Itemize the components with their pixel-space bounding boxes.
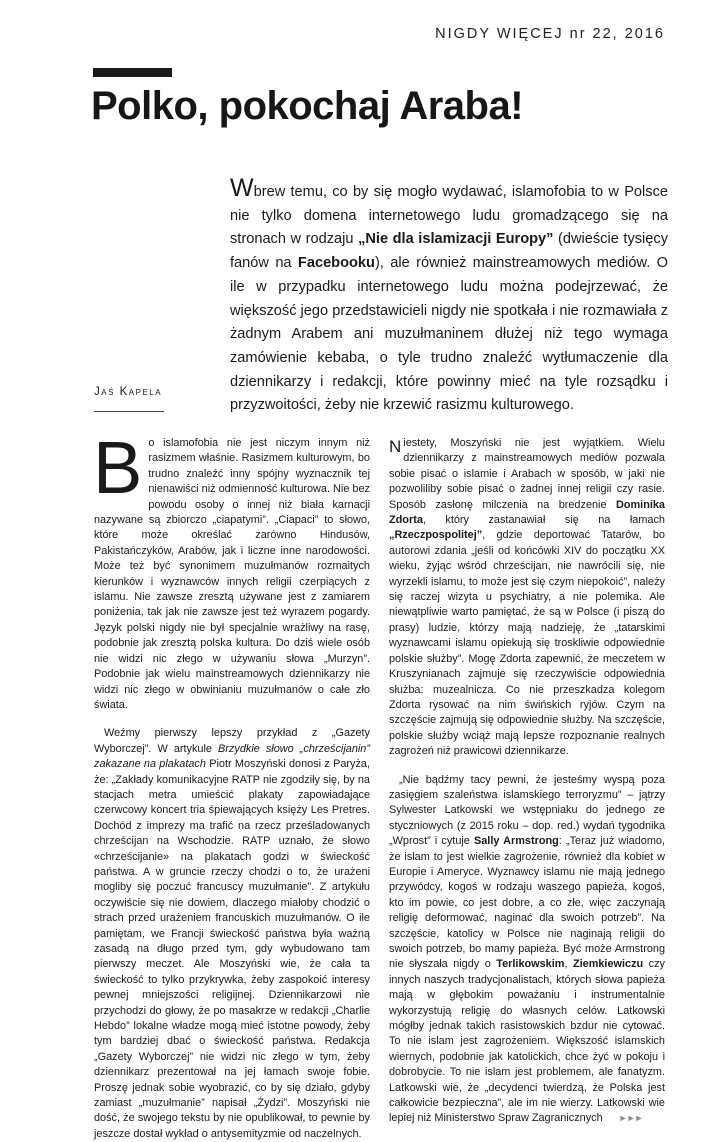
paragraph — [389, 773, 665, 1127]
lead-text: (dwieście tysięcy fanów na — [230, 231, 669, 272]
issue-header: NIGDY WIĘCEJ nr 22, 2016 — [435, 26, 665, 42]
drop-cap: B — [93, 426, 143, 509]
author-byline: Jaś Kapela — [94, 386, 163, 398]
left-column — [93, 426, 371, 1142]
bold-name: Terlikowskim — [496, 958, 565, 971]
bold-name: „Rzeczpospolitej” — [389, 529, 483, 542]
paragraph — [94, 726, 370, 1142]
bold-name: Ziemkiewiczu — [572, 958, 644, 971]
author-divider — [94, 411, 164, 412]
paragraph-text: Piotr Moszyński donosi z Paryża, że: „Zakłady komunikacyjne RATP nie zgodziły się, by na stacjach metra umieścić plakaty zapowiadające czerwcowy koncert tria śpiewających księży Les Pretres. Dochód z imprezy ma trafić na rzecz prześladowanych chrześcijan na Wschodzie. RATP uznało, że słowo «chrześcijanie» na plakatach godzi w świeckość państwa. A w gruncie rzeczy chodzi o to, że urażeni mogliby się poczuć francuscy muzułmanie”. Z artykułu oczywiście się nie dowiem, dlaczego miałoby chodzić o strach przed urażeniem francuskich muzułmanów. O ile pamiętam, we Francji świeckość państwa była ważną zasadą na długo przed tym, gdy wybudowano tam pierwszy meczet. Ale Moszyński wie, że cała ta świeckość to tylko przykrywka, żeby zaspokoić interesy pewnej mniejszości religijnej. Dziennikarzowi nie przychodzi do głowy, że po masakrze w redakcji „Charlie Hebdo” lokalne władze mogą mieć istotne powody, żeby tym bardziej dbać o świeckość państwa. Redakcja „Gazety Wyborczej” nie widzi nic złego w tym, żeby dziennikarz prezentował na jej łamach swoje fobie. Proszę jednak sobie wyobrazić, co by się działo, gdyby zamiast „muzułmanie” napisał „Żydzi”. Moszyński nie dość, że swojego tekstu by nie opublikował, to pewnie by jeszcze dostał wykład o antysemityzmie od naczelnych. — [94, 758, 371, 1140]
paragraph-text: czy innych naszych tradycjonalistach, których słowa papieża mają w głębokim poważaniu i instrumentalnie wykorzystują religię do własnych celów. Latkowski mógłby jednak takich rasistowskich bzdur nie cytować. To nie islam jest zagrożeniem. Większość islamskich wiernych, podobnie jak katolickich, chce żyć w pokoju i dobrobycie. To nie islam jest problemem, ale fanatyzm. Latkowski wie, że „decydenci twierdzą, że Polska jest całkowicie bezpieczna”, ale im nie wierzy. Latkowski wie lepiej niż Ministerstwo Spraw Zagranicznych — [389, 958, 665, 1125]
lead-paragraph — [230, 176, 668, 418]
title-rule — [93, 68, 172, 77]
lead-text: brew temu, co by się mogło wydawać, islamofobia to w Polsce nie tylko domena internetowego ludu gromadzącego się na stronach w rodzaju — [230, 184, 668, 248]
right-column — [389, 436, 665, 1127]
drop-cap: N — [389, 437, 402, 456]
paragraph-text: , — [564, 958, 573, 971]
article-reference-title: Brzydkie słowo „chrześcijanin” zakazane na plakatach — [94, 742, 370, 771]
lead-drop-cap: W — [230, 174, 254, 202]
lead-bold-facebook: Facebooku — [297, 255, 375, 272]
bold-name: Sally Armstrong — [473, 835, 559, 848]
paragraph-text: iestety, Moszyński nie jest wyjątkiem. Wielu dziennikarzy z mainstreamowych mediów pozwala sobie pisać o islamie i Arabach w sposób, w jaki nie pozwoliliby sobie pisać o żadnej innej religii czy rasie. Sposób zasłonę milczenia na bredzenie — [389, 437, 665, 511]
paragraph-text: : „Teraz już wiadomo, że islam to jest wielkie zagrożenie, również dla kobiet w Europie i Ameryce. Wyznawcy islamu nie mają jednego przywódcy, kogoś w rodzaju waszego papieża, kogoś, kto im powie, co jest dobre, a co złe, więc zaczynają religię deformować, naginać dla swoich potrzeb”. Na szczęście, katolicy w Polsce nie naginają religii do swoich potrzeb, bo mamy papieża. Być może Armstrong nie słyszała nigdy o — [389, 835, 665, 971]
paragraph-text: o islamofobia nie jest niczym innym niż rasizmem właśnie. Rasizmem kulturowym, bo trudno znaleźć inny spójny wyznacznik tej nienawiści niż odmienność kulturowa. Nie bez powodu osoby o innej niż biała karnacji nazywane są zbiorczo „ciapatymi”. „Ciapaci” to słowo, które może określać zarówno Hindusów, Pakistańczyków, Arabów, jak i liczne inne narodowości. Może też być synonimem muzułmanów rozmaitych kierunków i wyznawców innych religii czerpiących z islamu. Nie zawsze zresztą używane jest z zamiarem poniżenia, tak jak nie zawsze jest też wyrazem pogardy. Język polski nigdy nie był specjalnie wrażliwy na rasę, podobnie jak zresztą polska kultura. Do dziś wiele osób nie widzi nic złego w używaniu słowa „Murzyn”. Podobnie jak wielu mainstreamowych dziennikarzy nie widzi nic złego w obwinianiu muzułmanów o całe zło świata. — [94, 437, 370, 711]
lead-bold-fanpage: „Nie dla islamizacji Europy” — [358, 231, 554, 248]
article-title: Polko, pokochaj Araba! — [91, 84, 524, 128]
paragraph-text: Weźmy pierwszy lepszy przykład z „Gazety Wyborczej”. W artykule — [94, 727, 370, 755]
paragraph — [389, 436, 665, 760]
paragraph-text: , który zastanawiał się na łamach — [422, 514, 665, 527]
paragraph-text: „Nie bądźmy tacy pewni, że jesteśmy wyspą poza zasięgiem szaleństwa islamskiego terroryzmu” – jątrzy Sylwester Latkowski we wstępniaku do jednego ze styczniowych (z 2015 roku – dop. red.) wydań tygodnika „Wprost” i cytuje — [389, 773, 665, 848]
paragraph-text: , gdzie deportować Tatarów, bo autorowi zdania „jeśli od końcówki XIV do początku XX wieku, żyjąc wśród chrześcijan, nie nawrócili się, nie wyrzekli islamu, to może jest się czym niepokoić”, należy się raczej wizyta u psychiatry, a nie polemika. Ale niewątpliwie warto pamiętać, że są w Polsce (i piszą do prasy) ludzie, którzy mają nadzieję, że „tatarskimi wyznawcami islamu opiekują się troskliwie odpowiednie polskie służby”. Mogę Zdorta zapewnić, że meczetem w Kruszynianach zajmuje się rzeczywiście odpowiednia służba: muzealnicza. Co nie przeszkadza kolegom Zdorta rysować na nim świńskich ryjów. Czym na szczęście zajmują się odpowiednie służby. Na szczęście, polskie służby wciąż mają lepsze rozpoznanie realnych zagrożeń niż prawicowi dziennikarze. — [389, 529, 665, 758]
paragraph — [93, 426, 370, 713]
bold-name: Dominika Zdorta — [389, 498, 665, 527]
lead-text: ), ale również mainstreamowych mediów. O ile w przypadku internetowego ludu można podejrzewać, że większość jego przedstawicieli nigdy nie spotkała i nie rozmawiała z żadnym Arabem ani muzułmaninem dłużej niż tego wymaga zamówienie kebaba, o tyle trudno znaleźć wytłumaczenie dla dziennikarzy i redakcji, które powinny mieć na tyle rozsądku i przyzwoitości, żeby nie krzewić rasizmu kulturowego. — [230, 255, 669, 414]
continue-arrow-icon: ►►► — [618, 1113, 643, 1124]
